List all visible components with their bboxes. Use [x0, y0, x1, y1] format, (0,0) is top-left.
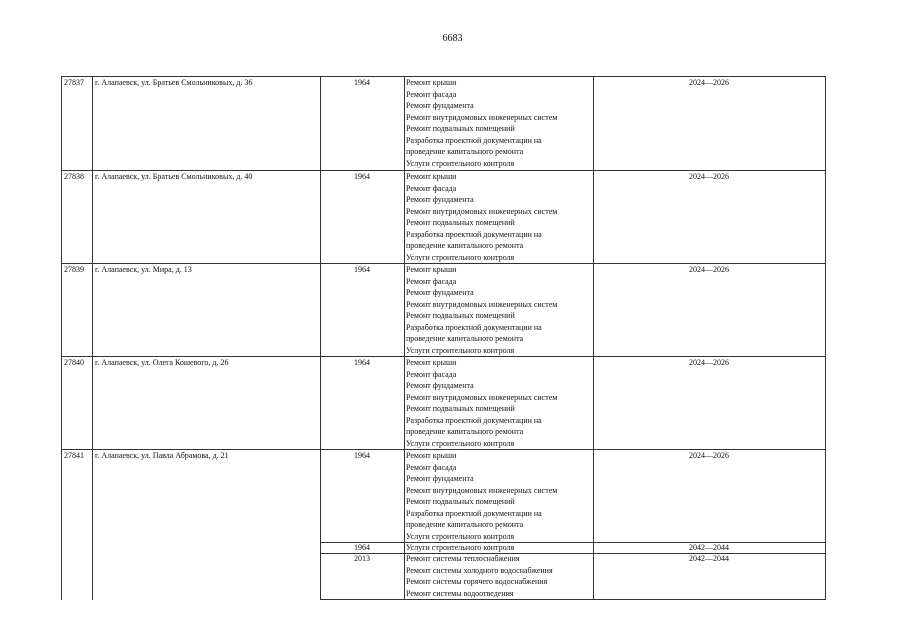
- row-period: 2024—2026: [689, 265, 729, 274]
- work-item: Ремонт фундамента: [406, 474, 474, 483]
- work-item: Услуги строительного контроля: [406, 158, 515, 168]
- grid-line: [320, 599, 826, 600]
- row-works: [406, 357, 557, 449]
- row-number: 27839: [64, 265, 84, 274]
- work-item: Ремонт фасада: [406, 462, 457, 472]
- work-item: Ремонт системы холодного водоснабжения: [406, 565, 553, 575]
- work-item: Услуги строительного контроля: [406, 531, 515, 541]
- work-item: Ремонт внутридомовых инженерных систем: [406, 299, 558, 309]
- subrow-works: [406, 553, 553, 599]
- work-item: Разработка проектной документации на: [406, 415, 542, 425]
- work-item: Ремонт подвальных помещений: [406, 218, 515, 227]
- row-year: 1964: [354, 358, 370, 367]
- grid-line: [825, 76, 826, 600]
- work-item: Ремонт внутридомовых инженерных систем: [406, 392, 558, 402]
- work-item: проведение капитального ремонта: [406, 241, 524, 250]
- row-year: 1964: [354, 172, 370, 181]
- row-works: [406, 450, 557, 542]
- grid-line: [92, 76, 93, 600]
- subrow-works: [406, 542, 514, 554]
- work-item: Ремонт крыши: [406, 451, 457, 460]
- row-works: [406, 264, 557, 356]
- row-year: 1964: [354, 78, 370, 87]
- work-item: Ремонт крыши: [406, 265, 457, 274]
- work-item: Ремонт системы теплоснабжения: [406, 554, 520, 563]
- repair-schedule-table: [61, 76, 826, 600]
- row-address: г. Алапаевск, ул. Павла Абрамова, д. 21: [95, 451, 229, 460]
- subrow-year: 1964: [354, 543, 370, 552]
- subrow-year: 2013: [354, 554, 370, 563]
- work-item: Ремонт внутридомовых инженерных систем: [406, 206, 558, 216]
- row-year: 1964: [354, 451, 370, 460]
- work-item: Ремонт системы водоотведения: [406, 588, 514, 598]
- work-item: Ремонт внутридомовых инженерных систем: [406, 112, 558, 122]
- work-item: Ремонт подвальных помещений: [406, 404, 515, 413]
- row-number: 27841: [64, 451, 84, 460]
- work-item: Ремонт фасада: [406, 276, 457, 286]
- work-item: Услуги строительного контроля: [406, 252, 515, 262]
- row-address: г. Алапаевск, ул. Братьев Смольниковых, д. 36: [95, 78, 253, 87]
- work-item: Ремонт подвальных помещений: [406, 124, 515, 133]
- work-item: Услуги строительного контроля: [406, 345, 515, 355]
- row-address: г. Алапаевск, ул. Олега Кошевого, д. 26: [95, 358, 229, 367]
- row-period: 2024—2026: [689, 78, 729, 87]
- work-item: проведение капитального ремонта: [406, 334, 524, 343]
- row-year: 1964: [354, 265, 370, 274]
- page-number: 6683: [442, 33, 463, 44]
- work-item: Услуги строительного контроля: [406, 438, 515, 448]
- grid-line: [593, 76, 594, 600]
- work-item: Ремонт крыши: [406, 172, 457, 181]
- work-item: Ремонт фундамента: [406, 101, 474, 110]
- row-number: 27838: [64, 172, 84, 181]
- row-number: 27837: [64, 78, 84, 87]
- row-address: г. Алапаевск, ул. Братьев Смольниковых, д. 40: [95, 172, 253, 181]
- work-item: Ремонт крыши: [406, 78, 457, 87]
- grid-line: [404, 76, 405, 600]
- work-item: Ремонт фундамента: [406, 195, 474, 204]
- subrow-period: 2042—2044: [689, 543, 729, 552]
- work-item: Ремонт внутридомовых инженерных систем: [406, 485, 558, 495]
- work-item: Разработка проектной документации на: [406, 135, 542, 145]
- work-item: Разработка проектной документации на: [406, 229, 542, 239]
- row-period: 2024—2026: [689, 358, 729, 367]
- subrow-period: 2042—2044: [689, 554, 729, 563]
- work-item: Ремонт подвальных помещений: [406, 311, 515, 320]
- work-item: проведение капитального ремонта: [406, 427, 524, 436]
- row-works: [406, 77, 557, 169]
- work-item: Разработка проектной документации на: [406, 322, 542, 332]
- work-item: Ремонт системы горячего водоснабжения: [406, 577, 548, 586]
- work-item: Ремонт фасада: [406, 183, 457, 193]
- work-item: Ремонт фундамента: [406, 288, 474, 297]
- work-item: Разработка проектной документации на: [406, 508, 542, 518]
- work-item: Ремонт фасада: [406, 369, 457, 379]
- row-works: [406, 171, 557, 263]
- work-item: проведение капитального ремонта: [406, 147, 524, 156]
- work-item: Ремонт фасада: [406, 89, 457, 99]
- work-item: Ремонт крыши: [406, 358, 457, 367]
- work-item: Ремонт фундамента: [406, 381, 474, 390]
- work-item: Ремонт подвальных помещений: [406, 497, 515, 506]
- work-item: Услуги строительного контроля: [406, 543, 515, 552]
- grid-line: [61, 76, 62, 600]
- grid-line: [320, 76, 321, 600]
- row-number: 27840: [64, 358, 84, 367]
- row-period: 2024—2026: [689, 172, 729, 181]
- work-item: проведение капитального ремонта: [406, 520, 524, 529]
- row-period: 2024—2026: [689, 451, 729, 460]
- row-address: г. Алапаевск, ул. Мира, д. 13: [95, 265, 192, 274]
